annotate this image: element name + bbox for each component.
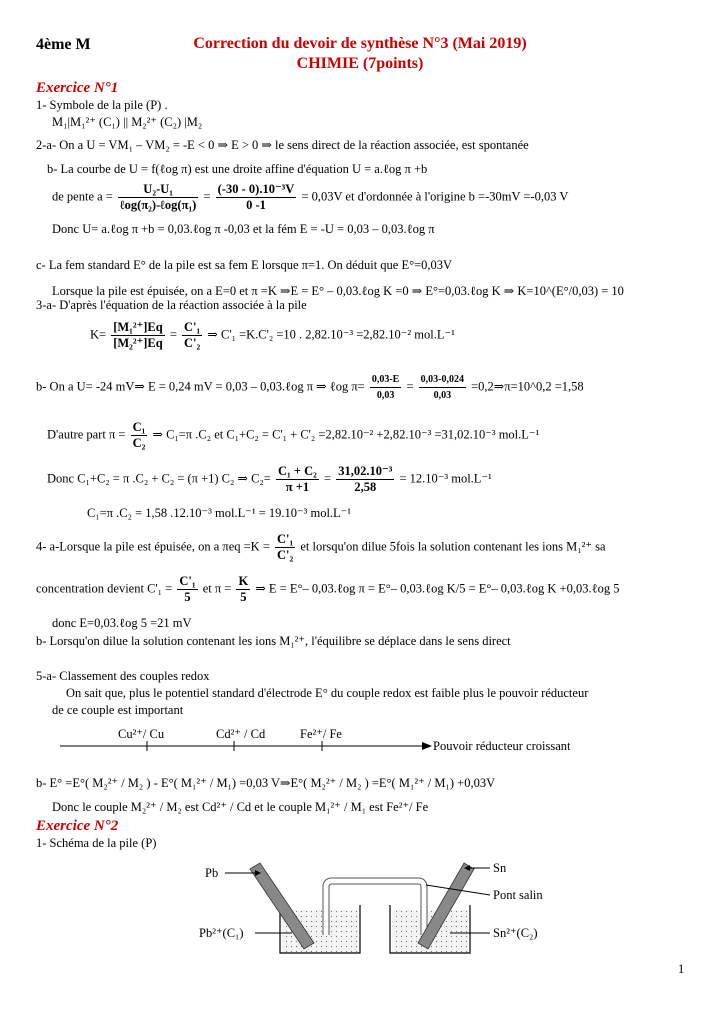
- q2a-text: 2-a- On a U = VM₁ – VM₂ = -E < 0 ⇒ E > 0 ⇒ le sens direct de la réaction associée, est spontanée: [36, 138, 529, 152]
- fraction: $\frac{\text{C'₁}}{5}$: [179, 574, 196, 604]
- q4a-line2: concentration devient C'₁ = $\frac{\text{C'₁}}{5}$ et π = $\frac{K}{5}$ ⇒ E = E°– 0,03.ℓog π = E°– 0,03.ℓog K/5 = E°– 0,03.ℓog K +0,03.ℓog 5: [36, 574, 620, 604]
- pb-label: Pb: [205, 866, 219, 880]
- q3b-donc: Donc C₁+C₂ = π .C₂ + C₂ = (π +1) C₂ ⇒ C₂= $\frac{\text{C₁ + C₂}}{\pi +1}$ = $\frac{\text{31,02.10⁻³}}{2,58}$ = 12.10⁻³ mol.L⁻¹: [47, 464, 492, 494]
- q5b-text: b- E° =E°( M₂²⁺ / M₂ ) - E°( M₁²⁺ / M₁) =0,03 V⇒E°( M₂²⁺ / M₂ ) =E°( M₁²⁺ / M₁) +0,03V: [36, 776, 496, 790]
- q4b-text: b- Lorsqu'on dilue la solution contenant les ions M₁²⁺, l'équilibre se déplace dans le sens direct: [36, 634, 511, 648]
- fraction: $\frac{\text{U₂-U₁}}{\text{ℓog(π₂)-ℓog(π₁)}}$: [119, 182, 197, 212]
- salt-bridge-label: Pont salin: [493, 888, 543, 902]
- q1-text: 1- Symbole de la pile (P) .: [36, 98, 168, 112]
- q2c-text: c- La fem standard E° de la pile est sa fem E lorsque π=1. On déduit que E°=0,03V: [36, 258, 453, 272]
- page-number: 1: [678, 962, 685, 976]
- fraction: $\frac{\text{C₁}}{\text{C₂}}$: [132, 420, 146, 450]
- q2b-donc: Donc U= a.ℓog π +b = 0,03.ℓog π -0,03 et la fém E = -U = 0,03 – 0,03.ℓog π: [52, 222, 435, 236]
- level-label: 4ème M: [36, 36, 91, 53]
- page-title: Correction du devoir de synthèse N°3 (Mai 2019): [193, 35, 527, 52]
- q3b-c1: C₁=π .C₂ = 1,58 .12.10⁻³ mol.L⁻¹ = 19.10⁻³ mol.L⁻¹: [87, 506, 352, 520]
- ex2-q1: 1- Schéma de la pile (P): [36, 836, 157, 850]
- fraction: $\frac{0,03-0,024}{0,03}$: [420, 374, 464, 401]
- q3b-line: b- On a U= -24 mV⇒ E = 0,24 mV = 0,03 – 0,03.ℓog π ⇒ ℓog π= $\frac{0,03-E}{0,03}$ = $\frac{0,03-0,024}{0,03}$ =0,2⇒π=10^0,2 =1,58: [36, 374, 584, 401]
- fraction: $\frac{\text{[M₁²⁺]Eq}}{\text{[M₂²⁺]Eq}}$: [113, 320, 163, 350]
- q3a-text: 3-a- D'après l'équation de la réaction associée à la pile: [36, 298, 307, 312]
- q5a-text2: de ce couple est important: [52, 703, 184, 717]
- q4a-donc: donc E=0,03.ℓog 5 =21 mV: [52, 616, 192, 630]
- q4a-line1: 4- a-Lorsque la pile est épuisée, on a πeq =K = $\frac{\text{C'₁}}{\text{C'₂}}$ et lorsqu'on dilue 5fois la solution contenant les ions M₁²⁺ sa: [36, 532, 606, 562]
- axis-caption: Pouvoir réducteur croissant: [433, 739, 571, 753]
- axis-label-cd: Cd²⁺ / Cd: [216, 727, 266, 741]
- fraction: $\frac{\text{C'₁}}{\text{C'₂}}$: [277, 532, 294, 562]
- fraction: $\frac{\text{C₁ + C₂}}{\pi +1}$: [277, 464, 317, 494]
- exercise-1-title: Exercice N°1: [36, 80, 119, 96]
- q5b-donc: Donc le couple M₂²⁺ / M₂ est Cd²⁺ / Cd et le couple M₁²⁺ / M₁ est Fe²⁺/ Fe: [52, 800, 429, 814]
- axis-label-fe: Fe²⁺/ Fe: [300, 727, 342, 741]
- exercise-2-title: Exercice N°2: [36, 818, 119, 834]
- q5a-text: 5-a- Classement des couples redox: [36, 669, 210, 683]
- pb-ion-label: Pb²⁺(C₁): [199, 926, 244, 940]
- cell-diagram: [180, 855, 540, 965]
- q2b-slope: de pente a = $\frac{\text{U₂-U₁}}{\text{ℓog(π₂)-ℓog(π₁)}}$ = $\frac{\text{(-30 - 0).10⁻³V}}{0 -1}$ = 0,03V et d'ordonnée à l'origine b =-30mV =-0,03 V: [52, 182, 569, 212]
- fraction: $\frac{0,03-E}{0,03}$: [371, 374, 400, 401]
- axis-label-cu: Cu²⁺/ Cu: [118, 727, 165, 741]
- q1-symbol: M₁|M₁²⁺ (C₁) || M₂²⁺ (C₂) |M₂: [52, 115, 203, 129]
- fraction: $\frac{\text{C'₁}}{\text{C'₂}}$: [184, 320, 201, 350]
- q2b-text: b- La courbe de U = f(ℓog π) est une droite affine d'équation U = a.ℓog π +b: [47, 162, 428, 176]
- sn-ion-label: Sn²⁺(C₂): [493, 926, 538, 940]
- fraction: $\frac{K}{5}$: [238, 574, 249, 604]
- q3a-equation: K= $\frac{\text{[M₁²⁺]Eq}}{\text{[M₂²⁺]Eq}}$ = $\frac{\text{C'₁}}{\text{C'₂}}$ ⇒ C'₁ =K.C'₂ =10 . 2,82.10⁻³ =2,82.10⁻² mol.L⁻¹: [90, 320, 455, 350]
- fraction: $\frac{\text{(-30 - 0).10⁻³V}}{0 -1}$: [217, 182, 295, 212]
- page-subtitle: CHIMIE (7points): [296, 55, 424, 72]
- sn-label: Sn: [493, 861, 507, 875]
- q3b-autre: D'autre part π = $\frac{\text{C₁}}{\text{C₂}}$ ⇒ C₁=π .C₂ et C₁+C₂ = C'₁ + C'₂ =2,82.10⁻² +2,82.10⁻³ =31,02.10⁻³ mol.L⁻¹: [47, 420, 540, 450]
- q2c-line2: Lorsque la pile est épuisée, on a E=0 et π =K ⇒E = E° – 0,03.ℓog K =0 ⇒ E°=0,03.ℓog K ⇒ K=10^(E°/0,03) = 10: [52, 284, 624, 298]
- q5a-text1: On sait que, plus le potentiel standard d'électrode E° du couple redox est faible plus le pouvoir réducteur: [66, 686, 589, 700]
- fraction: $\frac{\text{31,02.10⁻³}}{2,58}$: [338, 464, 393, 494]
